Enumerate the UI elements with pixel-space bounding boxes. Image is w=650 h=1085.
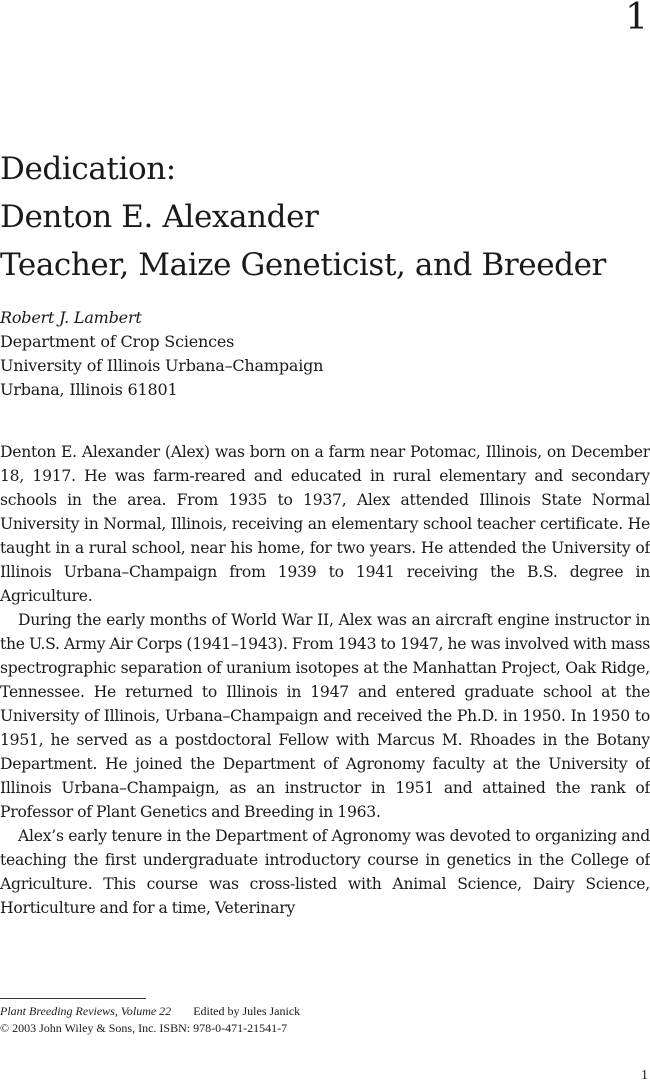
- author-name: Robert J. Lambert: [0, 308, 142, 327]
- title-line-subtitle: Teacher, Maize Geneticist, and Breeder: [0, 247, 606, 283]
- author-affiliation: [0, 306, 650, 402]
- title-line-name: Denton E. Alexander: [0, 199, 319, 235]
- title-line-dedication: Dedication:: [0, 151, 176, 187]
- author-department: Department of Crop Sciences: [0, 332, 235, 351]
- chapter-title: [0, 145, 650, 289]
- paragraph-2: During the early months of World War II, Alex was an aircraft engine instructor in the U.S. Army Air Corps (1941–1943). From 1943 to 1947, he was involved with mass spectrographic separation of uranium isotopes at the Manhattan Project, Oak Ridge, Tennessee. He returned to Illinois in 1947 and entered graduate school at the University of Illinois, Urbana–Champaign and received the Ph.D. in 1950. In 1950 to 1951, he served as a postdoctoral Fellow with Marcus M. Rhoades in the Botany Department. He joined the Department of Agronomy faculty at the University of Illinois Urbana–Champaign, as an instructor in 1951 and attained the rank of Professor of Plant Genetics and Breeding in 1963.: [0, 611, 650, 821]
- body-text: [0, 440, 650, 920]
- footnote-copyright: © 2003 John Wiley & Sons, Inc. ISBN: 978-0-471-21541-7: [0, 1021, 288, 1035]
- author-institution: University of Illinois Urbana–Champaign: [0, 356, 324, 375]
- paragraph-3: Alex’s early tenure in the Department of Agronomy was devoted to organizing and teaching the first undergraduate introductory course in genetics in the College of Agriculture. This course was cross-listed with Animal Science, Dairy Science, Horticulture and for a time, Veterinary: [0, 827, 650, 917]
- chapter-number: 1: [625, 0, 648, 38]
- footnote-editor: Edited by Jules Janick: [193, 1004, 301, 1018]
- footnote: [0, 1003, 300, 1037]
- page-number: 1: [641, 1068, 648, 1083]
- paragraph-1: Denton E. Alexander (Alex) was born on a farm near Potomac, Illinois, on December 18, 1917. He was farm-reared and educated in rural elementary and secondary schools in the area. From 1935 to 1937, Alex attended Illinois State Normal University in Normal, Illinois, receiving an elementary school teacher certificate. He taught in a rural school, near his home, for two years. He attended the University of Illinois Urbana–Champaign from 1939 to 1941 receiving the B.S. degree in Agriculture.: [0, 443, 650, 605]
- footnote-journal: Plant Breeding Reviews, Volume 22: [0, 1004, 172, 1018]
- footnote-line-1: [0, 1003, 300, 1020]
- footnote-divider: [0, 998, 146, 999]
- author-address: Urbana, Illinois 61801: [0, 380, 178, 399]
